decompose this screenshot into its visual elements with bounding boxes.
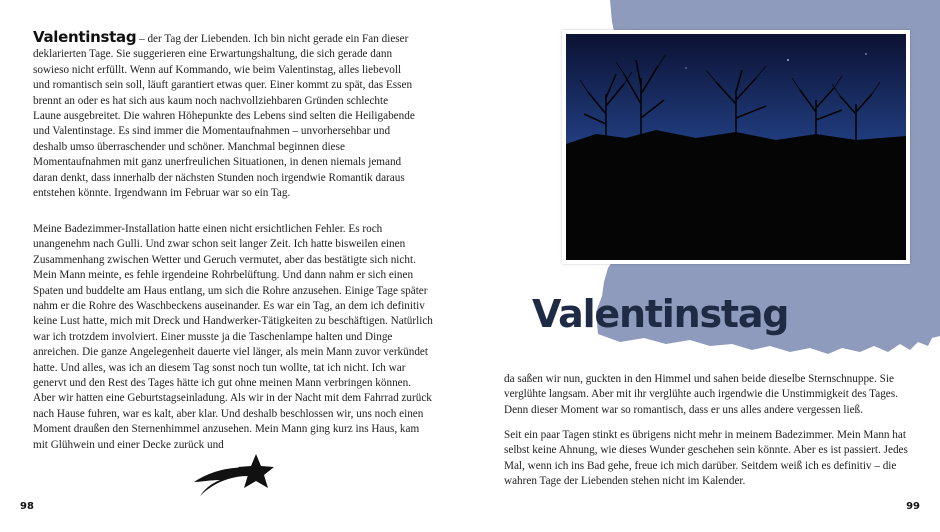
night-sky-photo <box>566 34 906 260</box>
lead-word: Valentinstag <box>33 28 137 46</box>
chapter-heading: Valentinstag <box>532 292 789 336</box>
story-paragraph: Meine Badezimmer-Installation hatte einen nicht ersichtlichen Fehler. Es roch unangenehm nach Gulli. Und zwar schon seit langer Zeit. Ich hatte bisweilen einen Zusammenhang zwischen Wetter und Geruch vermutet, aber das bestätigte sich nicht. Mein Mann meinte, es fehle irgendeine Rohrbelüftung. Und dann nahm er sich einen Spaten und buddelte am Haus entlang, um sich die Rohre anzusehen. Einige Tage später nahm er die Rohre des Waschbeckens auseinander. Es war ein Tag, an dem ich definitiv keine Lust hatte, mich mit Dreck und Handwerker-Tätigkeiten zu beschäftigen. Natürlich war ich trotzdem involviert. Einer musste ja die Taschenlampe halten und Dinge anreichen. Die ganze Angelegenheit dauerte viel länger, als mein Mann zuvor verkündet hatte. Und alles, was ich an diesem Tag sonst noch tun wollte, tat ich nicht. Ich war genervt und den Rest des Tages hätte ich gut ohne meinen Mann verbringen können. Aber wir hatten eine Geburtstagseinladung. Als wir in der Nacht mit dem Fahrrad zurück nach Hause fuhren, war es kalt, aber klar. Und deshalb beschlossen wir, uns noch einen Moment draußen den Sternenhimmel anzusehen. Mein Mann ging kurz ins Haus, kam mit Glühwein und einer Decke zurück und <box>33 223 433 451</box>
photo-frame <box>562 30 910 264</box>
intro-paragraph <box>33 30 418 201</box>
continued-paragraph: da saßen wir nun, guckten in den Himmel und sahen beide dieselbe Sternschnuppe. Sie verglühte langsam. Aber mit ihr verglühte auch irgendwie die Unstimmigkeit des Tages. Denn dieser Moment war so romantisch, dass er uns alles andere vergessen ließ. <box>504 373 898 416</box>
shooting-star-icon <box>190 452 280 502</box>
closing-paragraph: Seit ein paar Tagen stinkt es übrigens nicht mehr in meinem Badezimmer. Mein Mann hat selbst keine Ahnung, wie dieses Wunder geschehen sein könnte. Aber es ist passiert. Jedes Mal, wenn ich ins Bad gehe, freue ich mich darüber. Seitdem weiß ich es definitiv – die wahren Tage der Liebenden stehen nicht im Kalender. <box>504 429 908 488</box>
page-number-left: 98 <box>20 501 34 512</box>
intro-text: – der Tag der Liebenden. Ich bin nicht gerade ein Fan dieser deklarierten Tage. Sie suggerieren eine Erwartungshaltung, die sich gerade dann sowieso nicht erfüllt. Wenn auf Kommando, wie beim Valentinstag, alles liebevoll und romantisch sein soll, läuft garantiert etwas quer. Einer kommt zu spät, das Essen brennt an oder es hat sich aus kaum noch nachvollziehbaren Gründen schlechte Laune ausgebreitet. Die wahren Höhepunkte des Lebens sind selten die Heiligabende und Valentinstage. Es sind immer die Momentaufnahmen – unvorhersehbar und deshalb umso überraschender und schöner. Manchmal beginnen diese Momentaufnahmen mit ganz unerfreulichen Situationen, in denen niemals jemand daran denkt, dass innerhalb der nächsten Stunden noch irgendwie Romantik daraus entstehen könnte. Irgendwann im Februar war so ein Tag. <box>33 33 415 200</box>
page-number-right: 99 <box>906 501 920 512</box>
